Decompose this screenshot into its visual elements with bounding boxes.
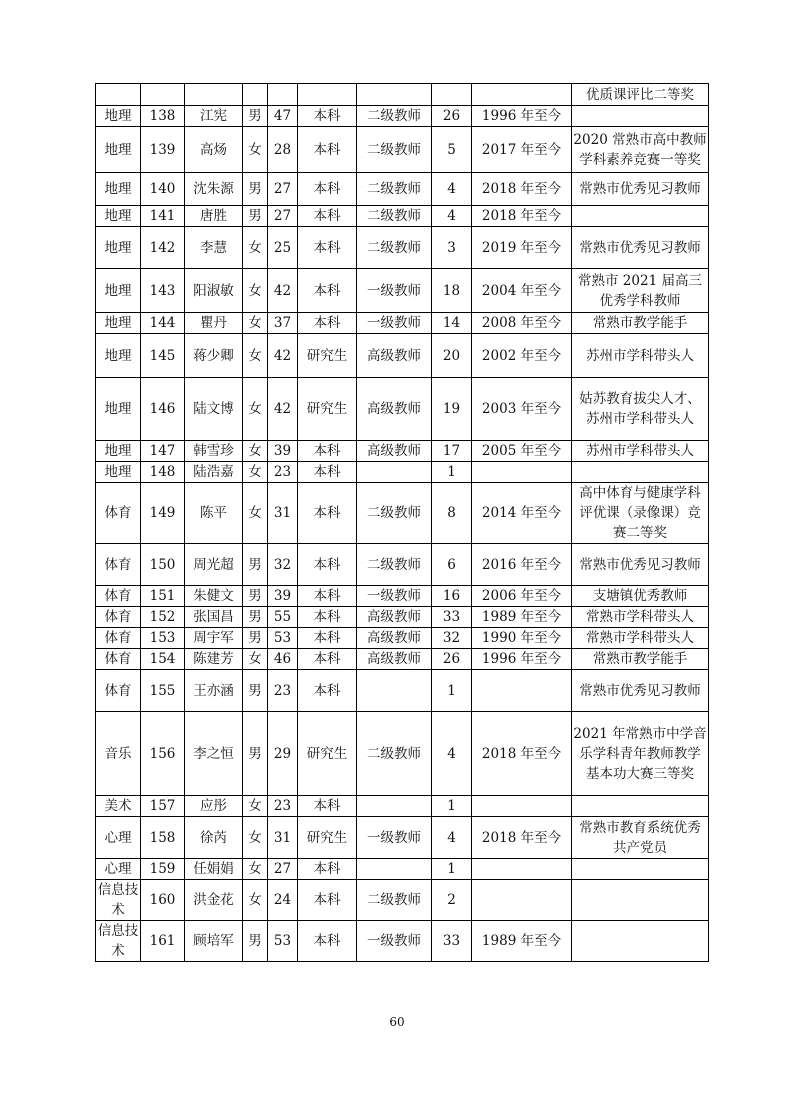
gender-cell: 女 xyxy=(243,796,268,817)
period-cell: 2006 年至今 xyxy=(472,586,572,607)
name-cell: 江宪 xyxy=(185,106,243,127)
honor-cell: 姑苏教育拔尖人才、苏州市学科带头人 xyxy=(572,378,709,441)
age-cell: 42 xyxy=(268,269,298,313)
gender-cell: 男 xyxy=(243,544,268,586)
table-row xyxy=(96,173,709,206)
age-cell: 32 xyxy=(268,544,298,586)
education-cell: 本科 xyxy=(298,269,357,313)
number-cell: 153 xyxy=(141,628,185,649)
name-cell: 朱健文 xyxy=(185,586,243,607)
gender-cell: 男 xyxy=(243,586,268,607)
age-cell: 31 xyxy=(268,817,298,859)
gender-cell: 女 xyxy=(243,313,268,334)
table-row xyxy=(96,586,709,607)
honor-cell: 高中体育与健康学科评优课（录像课）竞赛二等奖 xyxy=(572,483,709,544)
number-cell: 147 xyxy=(141,441,185,462)
number-cell: 141 xyxy=(141,206,185,227)
age-cell: 53 xyxy=(268,628,298,649)
age-cell: 29 xyxy=(268,712,298,796)
table-row xyxy=(96,441,709,462)
gender-cell: 男 xyxy=(243,173,268,206)
number-cell: 160 xyxy=(141,880,185,921)
honor-cell xyxy=(572,880,709,921)
name-cell: 沈朱源 xyxy=(185,173,243,206)
period-cell: 1989 年至今 xyxy=(472,607,572,628)
honor-cell: 常熟市优秀见习教师 xyxy=(572,173,709,206)
age-cell: 42 xyxy=(268,334,298,378)
education-cell: 本科 xyxy=(298,206,357,227)
years-cell: 1 xyxy=(432,462,472,483)
honor-cell: 常熟市教学能手 xyxy=(572,649,709,670)
name-cell: 李之恒 xyxy=(185,712,243,796)
staff-table-body xyxy=(96,84,709,962)
gender-cell: 女 xyxy=(243,127,268,173)
period-cell: 2005 年至今 xyxy=(472,441,572,462)
number-cell: 157 xyxy=(141,796,185,817)
title-cell: 二级教师 xyxy=(357,106,432,127)
period-cell: 2018 年至今 xyxy=(472,206,572,227)
period-cell: 2018 年至今 xyxy=(472,817,572,859)
subject-cell: 地理 xyxy=(96,106,141,127)
number-cell: 156 xyxy=(141,712,185,796)
education-cell: 研究生 xyxy=(298,712,357,796)
subject-cell: 地理 xyxy=(96,334,141,378)
education-cell: 研究生 xyxy=(298,334,357,378)
table-row xyxy=(96,670,709,712)
table-row xyxy=(96,84,709,106)
table-row xyxy=(96,712,709,796)
education-cell: 本科 xyxy=(298,462,357,483)
period-cell: 2018 年至今 xyxy=(472,173,572,206)
age-cell: 55 xyxy=(268,607,298,628)
table-row xyxy=(96,127,709,173)
age-cell xyxy=(268,84,298,106)
gender-cell: 女 xyxy=(243,859,268,880)
title-cell: 一级教师 xyxy=(357,921,432,962)
years-cell: 26 xyxy=(432,649,472,670)
title-cell: 二级教师 xyxy=(357,483,432,544)
name-cell: 王亦涵 xyxy=(185,670,243,712)
age-cell: 25 xyxy=(268,227,298,269)
table-row xyxy=(96,269,709,313)
years-cell: 4 xyxy=(432,817,472,859)
education-cell: 本科 xyxy=(298,173,357,206)
honor-cell: 常熟市优秀见习教师 xyxy=(572,544,709,586)
subject-cell: 地理 xyxy=(96,227,141,269)
honor-cell: 支塘镇优秀教师 xyxy=(572,586,709,607)
years-cell: 3 xyxy=(432,227,472,269)
number-cell: 152 xyxy=(141,607,185,628)
title-cell: 一级教师 xyxy=(357,313,432,334)
honor-cell xyxy=(572,921,709,962)
title-cell: 高级教师 xyxy=(357,628,432,649)
period-cell: 2002 年至今 xyxy=(472,334,572,378)
title-cell: 高级教师 xyxy=(357,334,432,378)
title-cell xyxy=(357,84,432,106)
age-cell: 31 xyxy=(268,483,298,544)
gender-cell: 男 xyxy=(243,712,268,796)
title-cell: 二级教师 xyxy=(357,227,432,269)
number-cell: 154 xyxy=(141,649,185,670)
education-cell: 本科 xyxy=(298,607,357,628)
subject-cell: 体育 xyxy=(96,586,141,607)
table-row xyxy=(96,334,709,378)
honor-cell: 常熟市 2021 届高三优秀学科教师 xyxy=(572,269,709,313)
honor-cell: 苏州市学科带头人 xyxy=(572,441,709,462)
age-cell: 23 xyxy=(268,796,298,817)
education-cell: 研究生 xyxy=(298,378,357,441)
gender-cell: 男 xyxy=(243,106,268,127)
title-cell xyxy=(357,462,432,483)
gender-cell: 女 xyxy=(243,649,268,670)
number-cell: 145 xyxy=(141,334,185,378)
period-cell: 1989 年至今 xyxy=(472,921,572,962)
years-cell: 8 xyxy=(432,483,472,544)
education-cell: 本科 xyxy=(298,313,357,334)
period-cell: 2008 年至今 xyxy=(472,313,572,334)
period-cell: 2019 年至今 xyxy=(472,227,572,269)
age-cell: 53 xyxy=(268,921,298,962)
education-cell: 本科 xyxy=(298,441,357,462)
years-cell: 19 xyxy=(432,378,472,441)
honor-cell: 常熟市优秀见习教师 xyxy=(572,670,709,712)
subject-cell: 心理 xyxy=(96,859,141,880)
honor-cell: 常熟市学科带头人 xyxy=(572,607,709,628)
name-cell: 任娟娟 xyxy=(185,859,243,880)
name-cell: 徐芮 xyxy=(185,817,243,859)
subject-cell: 地理 xyxy=(96,462,141,483)
education-cell xyxy=(298,84,357,106)
title-cell: 一级教师 xyxy=(357,586,432,607)
name-cell: 周宇军 xyxy=(185,628,243,649)
number-cell: 158 xyxy=(141,817,185,859)
staff-table xyxy=(95,83,709,962)
table-row xyxy=(96,313,709,334)
name-cell: 阳淑敏 xyxy=(185,269,243,313)
number-cell: 148 xyxy=(141,462,185,483)
years-cell: 18 xyxy=(432,269,472,313)
number-cell: 151 xyxy=(141,586,185,607)
subject-cell: 地理 xyxy=(96,127,141,173)
period-cell: 2018 年至今 xyxy=(472,712,572,796)
years-cell: 32 xyxy=(432,628,472,649)
gender-cell: 男 xyxy=(243,206,268,227)
table-row xyxy=(96,649,709,670)
title-cell xyxy=(357,670,432,712)
period-cell: 1990 年至今 xyxy=(472,628,572,649)
gender-cell: 女 xyxy=(243,817,268,859)
table-row xyxy=(96,817,709,859)
table-row xyxy=(96,859,709,880)
gender-cell: 女 xyxy=(243,334,268,378)
table-row xyxy=(96,462,709,483)
title-cell: 二级教师 xyxy=(357,173,432,206)
years-cell: 1 xyxy=(432,859,472,880)
honor-cell: 常熟市优秀见习教师 xyxy=(572,227,709,269)
table-row xyxy=(96,607,709,628)
table-row xyxy=(96,544,709,586)
table-row xyxy=(96,921,709,962)
period-cell: 1996 年至今 xyxy=(472,649,572,670)
name-cell: 李慧 xyxy=(185,227,243,269)
honor-cell: 常熟市教学能手 xyxy=(572,313,709,334)
age-cell: 47 xyxy=(268,106,298,127)
name-cell: 洪金花 xyxy=(185,880,243,921)
subject-cell: 体育 xyxy=(96,628,141,649)
gender-cell: 女 xyxy=(243,441,268,462)
name-cell: 顾培军 xyxy=(185,921,243,962)
table-row xyxy=(96,796,709,817)
period-cell: 2003 年至今 xyxy=(472,378,572,441)
subject-cell: 地理 xyxy=(96,313,141,334)
education-cell: 本科 xyxy=(298,796,357,817)
age-cell: 42 xyxy=(268,378,298,441)
period-cell xyxy=(472,859,572,880)
period-cell xyxy=(472,880,572,921)
years-cell: 4 xyxy=(432,206,472,227)
title-cell: 二级教师 xyxy=(357,544,432,586)
honor-cell xyxy=(572,206,709,227)
name-cell: 陆浩嘉 xyxy=(185,462,243,483)
subject-cell: 信息技术 xyxy=(96,921,141,962)
honor-cell: 常熟市教育系统优秀共产党员 xyxy=(572,817,709,859)
title-cell: 二级教师 xyxy=(357,880,432,921)
age-cell: 27 xyxy=(268,859,298,880)
title-cell: 高级教师 xyxy=(357,607,432,628)
table-row xyxy=(96,628,709,649)
education-cell: 本科 xyxy=(298,670,357,712)
number-cell xyxy=(141,84,185,106)
age-cell: 39 xyxy=(268,441,298,462)
years-cell: 17 xyxy=(432,441,472,462)
education-cell: 本科 xyxy=(298,106,357,127)
table-row xyxy=(96,227,709,269)
years-cell: 20 xyxy=(432,334,472,378)
years-cell: 16 xyxy=(432,586,472,607)
gender-cell: 男 xyxy=(243,628,268,649)
honor-cell: 2021 年常熟市中学音乐学科青年教师教学基本功大赛三等奖 xyxy=(572,712,709,796)
gender-cell: 男 xyxy=(243,670,268,712)
gender-cell xyxy=(243,84,268,106)
table-row xyxy=(96,880,709,921)
title-cell: 二级教师 xyxy=(357,712,432,796)
period-cell xyxy=(472,84,572,106)
number-cell: 155 xyxy=(141,670,185,712)
period-cell: 2016 年至今 xyxy=(472,544,572,586)
subject-cell: 体育 xyxy=(96,649,141,670)
honor-cell: 苏州市学科带头人 xyxy=(572,334,709,378)
years-cell: 2 xyxy=(432,880,472,921)
honor-cell xyxy=(572,796,709,817)
honor-cell xyxy=(572,106,709,127)
name-cell: 蒋少卿 xyxy=(185,334,243,378)
subject-cell: 体育 xyxy=(96,670,141,712)
page-number: 60 xyxy=(389,1015,405,1029)
subject-cell: 地理 xyxy=(96,173,141,206)
subject-cell xyxy=(96,84,141,106)
education-cell: 本科 xyxy=(298,127,357,173)
title-cell: 高级教师 xyxy=(357,649,432,670)
subject-cell: 地理 xyxy=(96,269,141,313)
education-cell: 本科 xyxy=(298,880,357,921)
number-cell: 143 xyxy=(141,269,185,313)
subject-cell: 地理 xyxy=(96,206,141,227)
title-cell: 二级教师 xyxy=(357,127,432,173)
title-cell xyxy=(357,859,432,880)
years-cell: 4 xyxy=(432,712,472,796)
title-cell: 高级教师 xyxy=(357,441,432,462)
years-cell: 4 xyxy=(432,173,472,206)
subject-cell: 地理 xyxy=(96,378,141,441)
title-cell: 一级教师 xyxy=(357,817,432,859)
education-cell: 研究生 xyxy=(298,817,357,859)
subject-cell: 心理 xyxy=(96,817,141,859)
name-cell: 陈建芳 xyxy=(185,649,243,670)
age-cell: 27 xyxy=(268,206,298,227)
number-cell: 138 xyxy=(141,106,185,127)
name-cell: 瞿丹 xyxy=(185,313,243,334)
number-cell: 139 xyxy=(141,127,185,173)
number-cell: 159 xyxy=(141,859,185,880)
title-cell xyxy=(357,796,432,817)
years-cell: 5 xyxy=(432,127,472,173)
number-cell: 146 xyxy=(141,378,185,441)
title-cell: 高级教师 xyxy=(357,378,432,441)
years-cell xyxy=(432,84,472,106)
gender-cell: 女 xyxy=(243,462,268,483)
gender-cell: 男 xyxy=(243,607,268,628)
years-cell: 33 xyxy=(432,921,472,962)
period-cell: 2017 年至今 xyxy=(472,127,572,173)
table-row xyxy=(96,106,709,127)
years-cell: 6 xyxy=(432,544,472,586)
name-cell: 陆文博 xyxy=(185,378,243,441)
age-cell: 39 xyxy=(268,586,298,607)
number-cell: 149 xyxy=(141,483,185,544)
honor-cell xyxy=(572,462,709,483)
gender-cell: 女 xyxy=(243,483,268,544)
subject-cell: 美术 xyxy=(96,796,141,817)
name-cell: 周光超 xyxy=(185,544,243,586)
name-cell: 韩雪珍 xyxy=(185,441,243,462)
honor-cell xyxy=(572,859,709,880)
name-cell: 陈平 xyxy=(185,483,243,544)
gender-cell: 女 xyxy=(243,269,268,313)
honor-cell: 2020 常熟市高中教师学科素养竞赛一等奖 xyxy=(572,127,709,173)
period-cell: 1996 年至今 xyxy=(472,106,572,127)
period-cell: 2014 年至今 xyxy=(472,483,572,544)
number-cell: 142 xyxy=(141,227,185,269)
gender-cell: 女 xyxy=(243,378,268,441)
number-cell: 150 xyxy=(141,544,185,586)
age-cell: 28 xyxy=(268,127,298,173)
education-cell: 本科 xyxy=(298,586,357,607)
years-cell: 1 xyxy=(432,796,472,817)
title-cell: 二级教师 xyxy=(357,206,432,227)
number-cell: 144 xyxy=(141,313,185,334)
education-cell: 本科 xyxy=(298,649,357,670)
education-cell: 本科 xyxy=(298,544,357,586)
years-cell: 26 xyxy=(432,106,472,127)
education-cell: 本科 xyxy=(298,921,357,962)
subject-cell: 音乐 xyxy=(96,712,141,796)
table-row xyxy=(96,378,709,441)
table-row xyxy=(96,206,709,227)
age-cell: 37 xyxy=(268,313,298,334)
period-cell xyxy=(472,796,572,817)
subject-cell: 体育 xyxy=(96,607,141,628)
age-cell: 27 xyxy=(268,173,298,206)
subject-cell: 信息技术 xyxy=(96,880,141,921)
table-row xyxy=(96,483,709,544)
title-cell: 一级教师 xyxy=(357,269,432,313)
period-cell xyxy=(472,670,572,712)
subject-cell: 体育 xyxy=(96,483,141,544)
name-cell: 张国昌 xyxy=(185,607,243,628)
age-cell: 24 xyxy=(268,880,298,921)
age-cell: 23 xyxy=(268,462,298,483)
years-cell: 14 xyxy=(432,313,472,334)
education-cell: 本科 xyxy=(298,483,357,544)
name-cell: 高炀 xyxy=(185,127,243,173)
gender-cell: 女 xyxy=(243,880,268,921)
number-cell: 140 xyxy=(141,173,185,206)
honor-cell: 优质课评比二等奖 xyxy=(572,84,709,106)
education-cell: 本科 xyxy=(298,227,357,269)
education-cell: 本科 xyxy=(298,859,357,880)
education-cell: 本科 xyxy=(298,628,357,649)
subject-cell: 体育 xyxy=(96,544,141,586)
gender-cell: 女 xyxy=(243,227,268,269)
years-cell: 1 xyxy=(432,670,472,712)
age-cell: 46 xyxy=(268,649,298,670)
age-cell: 23 xyxy=(268,670,298,712)
subject-cell: 地理 xyxy=(96,441,141,462)
period-cell xyxy=(472,462,572,483)
number-cell: 161 xyxy=(141,921,185,962)
years-cell: 33 xyxy=(432,607,472,628)
period-cell: 2004 年至今 xyxy=(472,269,572,313)
name-cell: 唐胜 xyxy=(185,206,243,227)
honor-cell: 常熟市学科带头人 xyxy=(572,628,709,649)
gender-cell: 男 xyxy=(243,921,268,962)
name-cell: 应彤 xyxy=(185,796,243,817)
name-cell xyxy=(185,84,243,106)
